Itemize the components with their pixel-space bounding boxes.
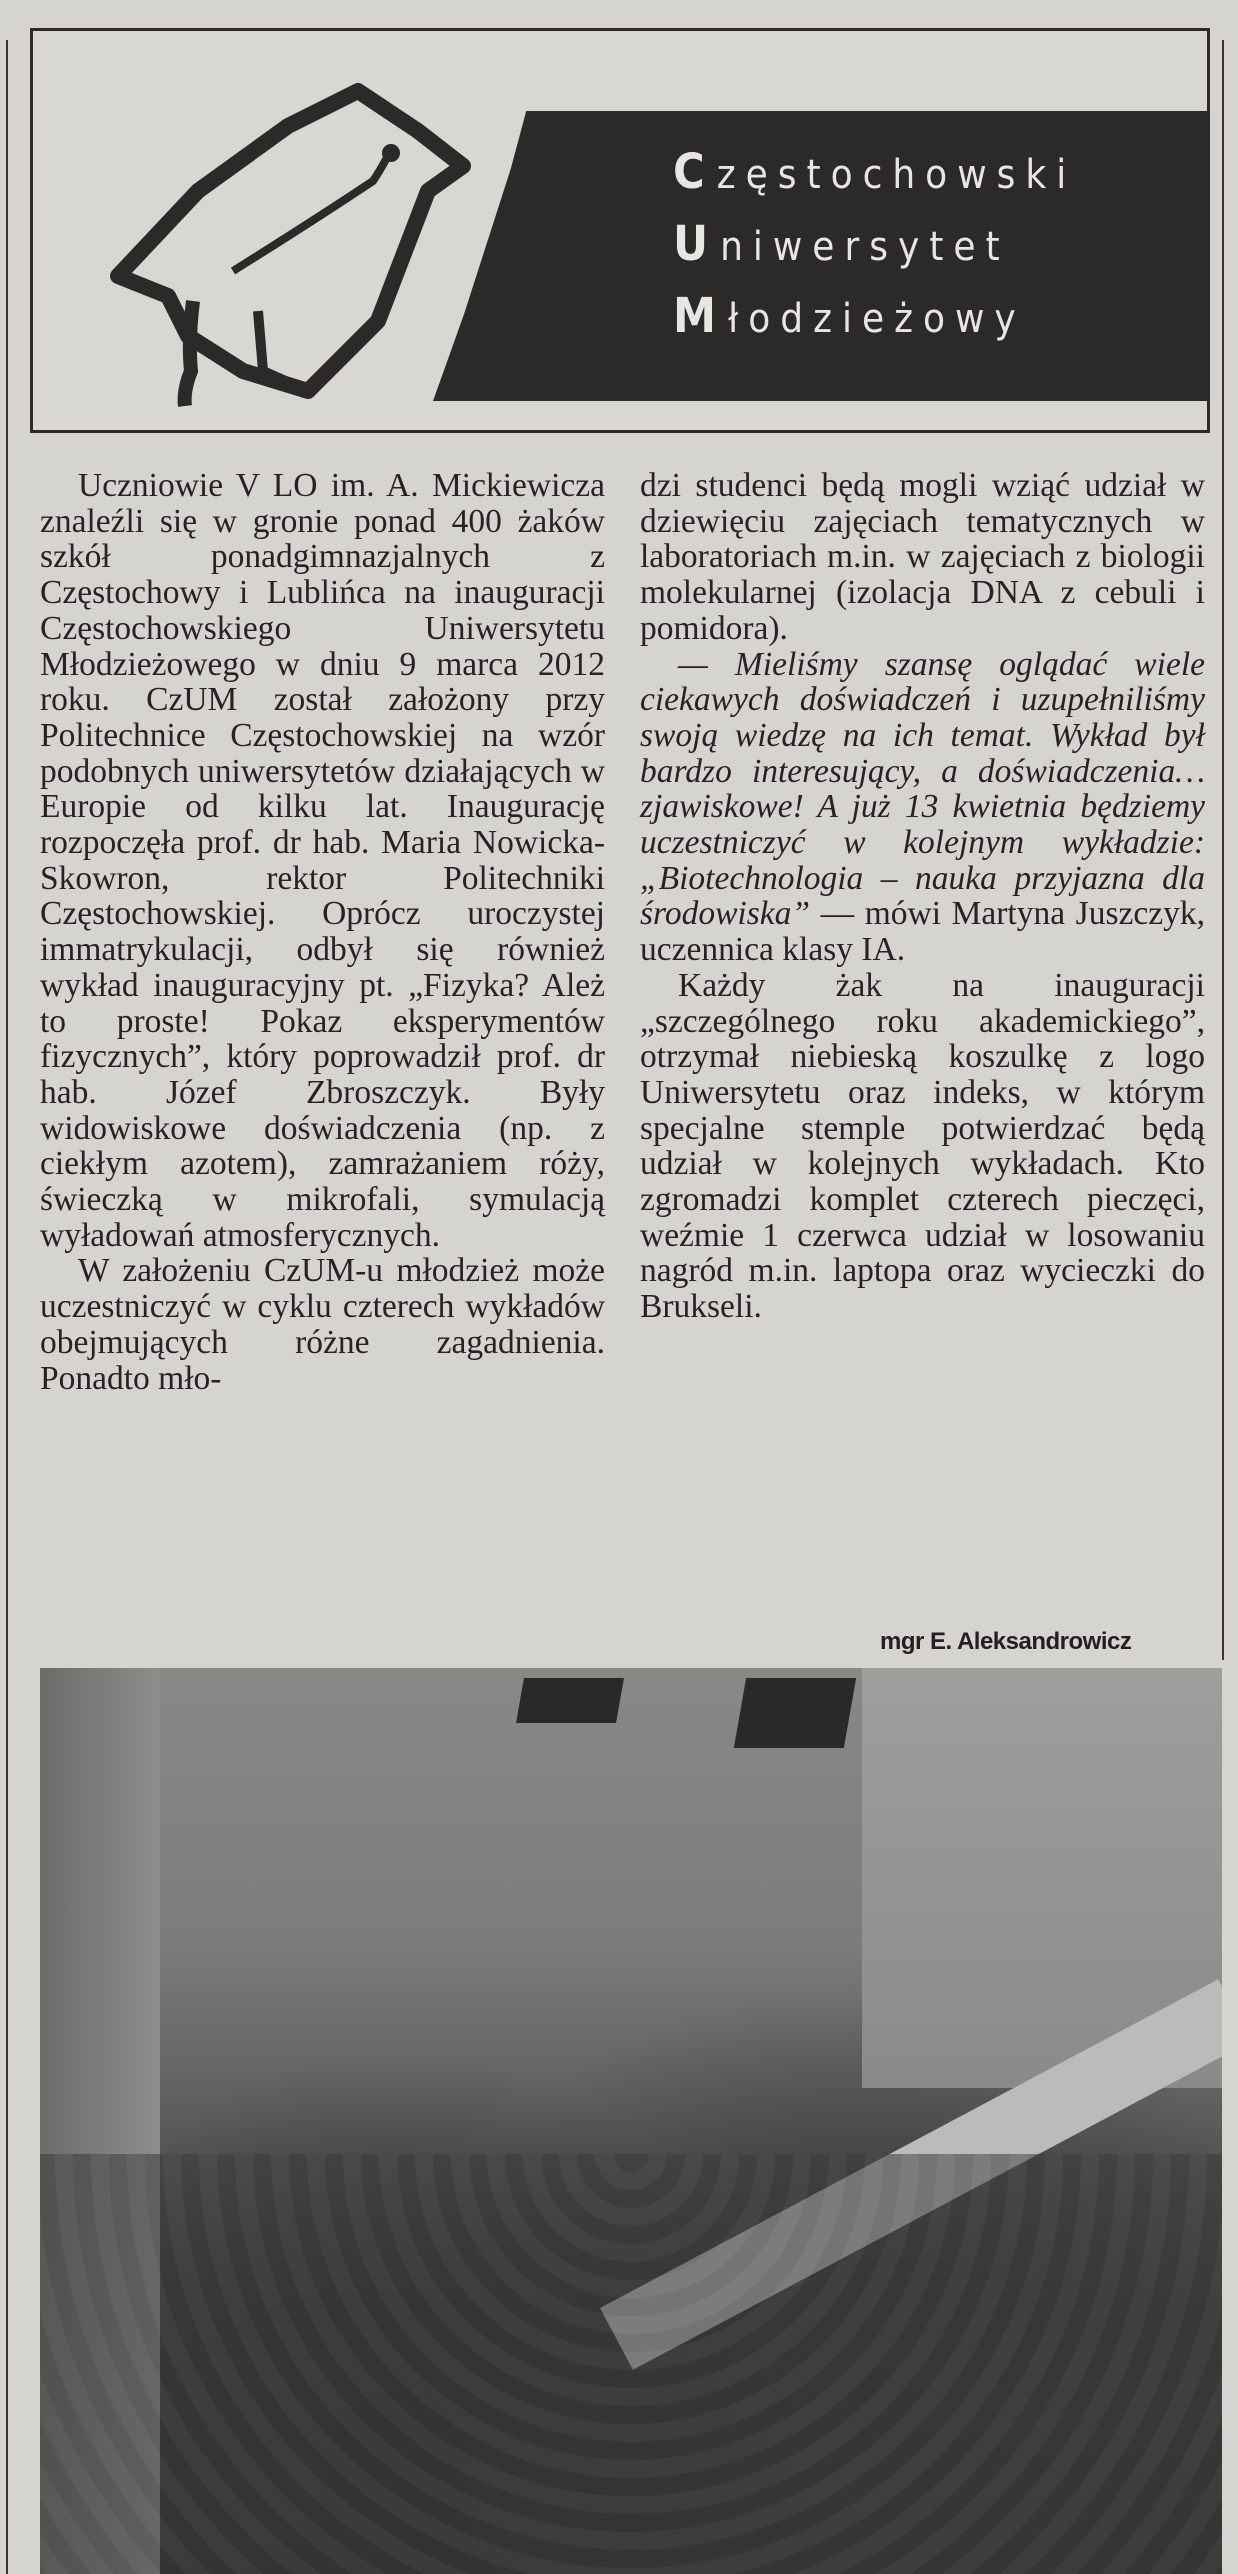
czum-logo (30, 28, 1210, 433)
photo-students (40, 2154, 1222, 2574)
paragraph: W założeniu CzUM-u młodzież może uczestniczyć w cyklu czterech wykładów obejmujących różne zagadnienia. Ponadto mło- (40, 1252, 605, 1397)
photo-ceiling-window (516, 1678, 624, 1723)
quote-attribution: — mówi Martyna Juszczyk, uczennica klasy IA. (640, 895, 1205, 969)
lecture-hall-photo (40, 1668, 1222, 2574)
author-byline: mgr E. Aleksandrowicz (880, 1628, 1132, 1655)
quote-paragraph (640, 647, 1205, 968)
logo-line-2: Uniwersytet (673, 216, 1010, 272)
paragraph: dzi studenci będą mogli wziąć udział w dziewięciu zajęciach tematycznych w laboratoriach m.in. w zajęciach z biologii molekularnej (izolacja DNA z cebuli i pomidora). (640, 467, 1205, 647)
paragraph: Uczniowie V LO im. A. Mickiewicza znaleźli się w gronie ponad 400 żaków szkół ponadgimnazjalnych z Częstochowy i Lublińca na inauguracji Częstochowskiego Uniwersytetu Młodzieżowego w dniu 9 marca 2012 roku. CzUM został założony przy Politechnice Częstochowskiej na wzór podobnych uniwersytetów działających w Europie od kilku lat. Inaugurację rozpoczęła prof. dr hab. Maria Nowicka-Skowron, rektor Politechniki Częstochowskiej. Oprócz uroczystej immatrykulacji, odbył się również wykład inauguracyjny pt. „Fizyka? Ależ to proste! Pokaz eksperymentów fizycznych”, który poprowadził prof. dr hab. Józef Zbroszczyk. Były widowiskowe doświadczenia (np. z ciekłym azotem), zamrażaniem róży, świeczką w mikrofali, symulacją wyładowań atmosferycznych. (40, 467, 605, 1254)
logo-line-1: Częstochowski (673, 144, 1077, 200)
photo-ceiling-window (734, 1678, 856, 1748)
paragraph: Każdy żak na inauguracji „szczególnego roku akademickiego”, otrzymał niebieską koszulkę z logo Uniwersytetu oraz indeks, w którym specjalne stemple potwierdzać będą udział w kolejnych wykładach. Kto zgromadzi komplet czterech pieczęci, weźmie 1 czerwca udział w losowaniu nagród m.in. laptopa oraz wycieczki do Brukseli. (640, 966, 1205, 1326)
article-column-left (40, 468, 605, 1396)
logo-title (673, 136, 1076, 352)
quote-text: — Mieliśmy szansę oglądać wiele ciekawych doświadczeń i uzupełniliśmy swoją wiedzę na ich temat. Wykład był bardzo interesujący, a doświadczenia… zjawiskowe! A już 13 kwietnia będziemy uczestniczyć w kolejnym wykładzie: „Biotechnologia – nauka przyjazna dla środowiska” (640, 645, 1205, 933)
page-border-right (1222, 40, 1224, 1660)
logo-line-3: Młodzieżowy (673, 288, 1026, 344)
page-border-left (6, 40, 8, 2574)
article-column-right (640, 468, 1205, 1325)
